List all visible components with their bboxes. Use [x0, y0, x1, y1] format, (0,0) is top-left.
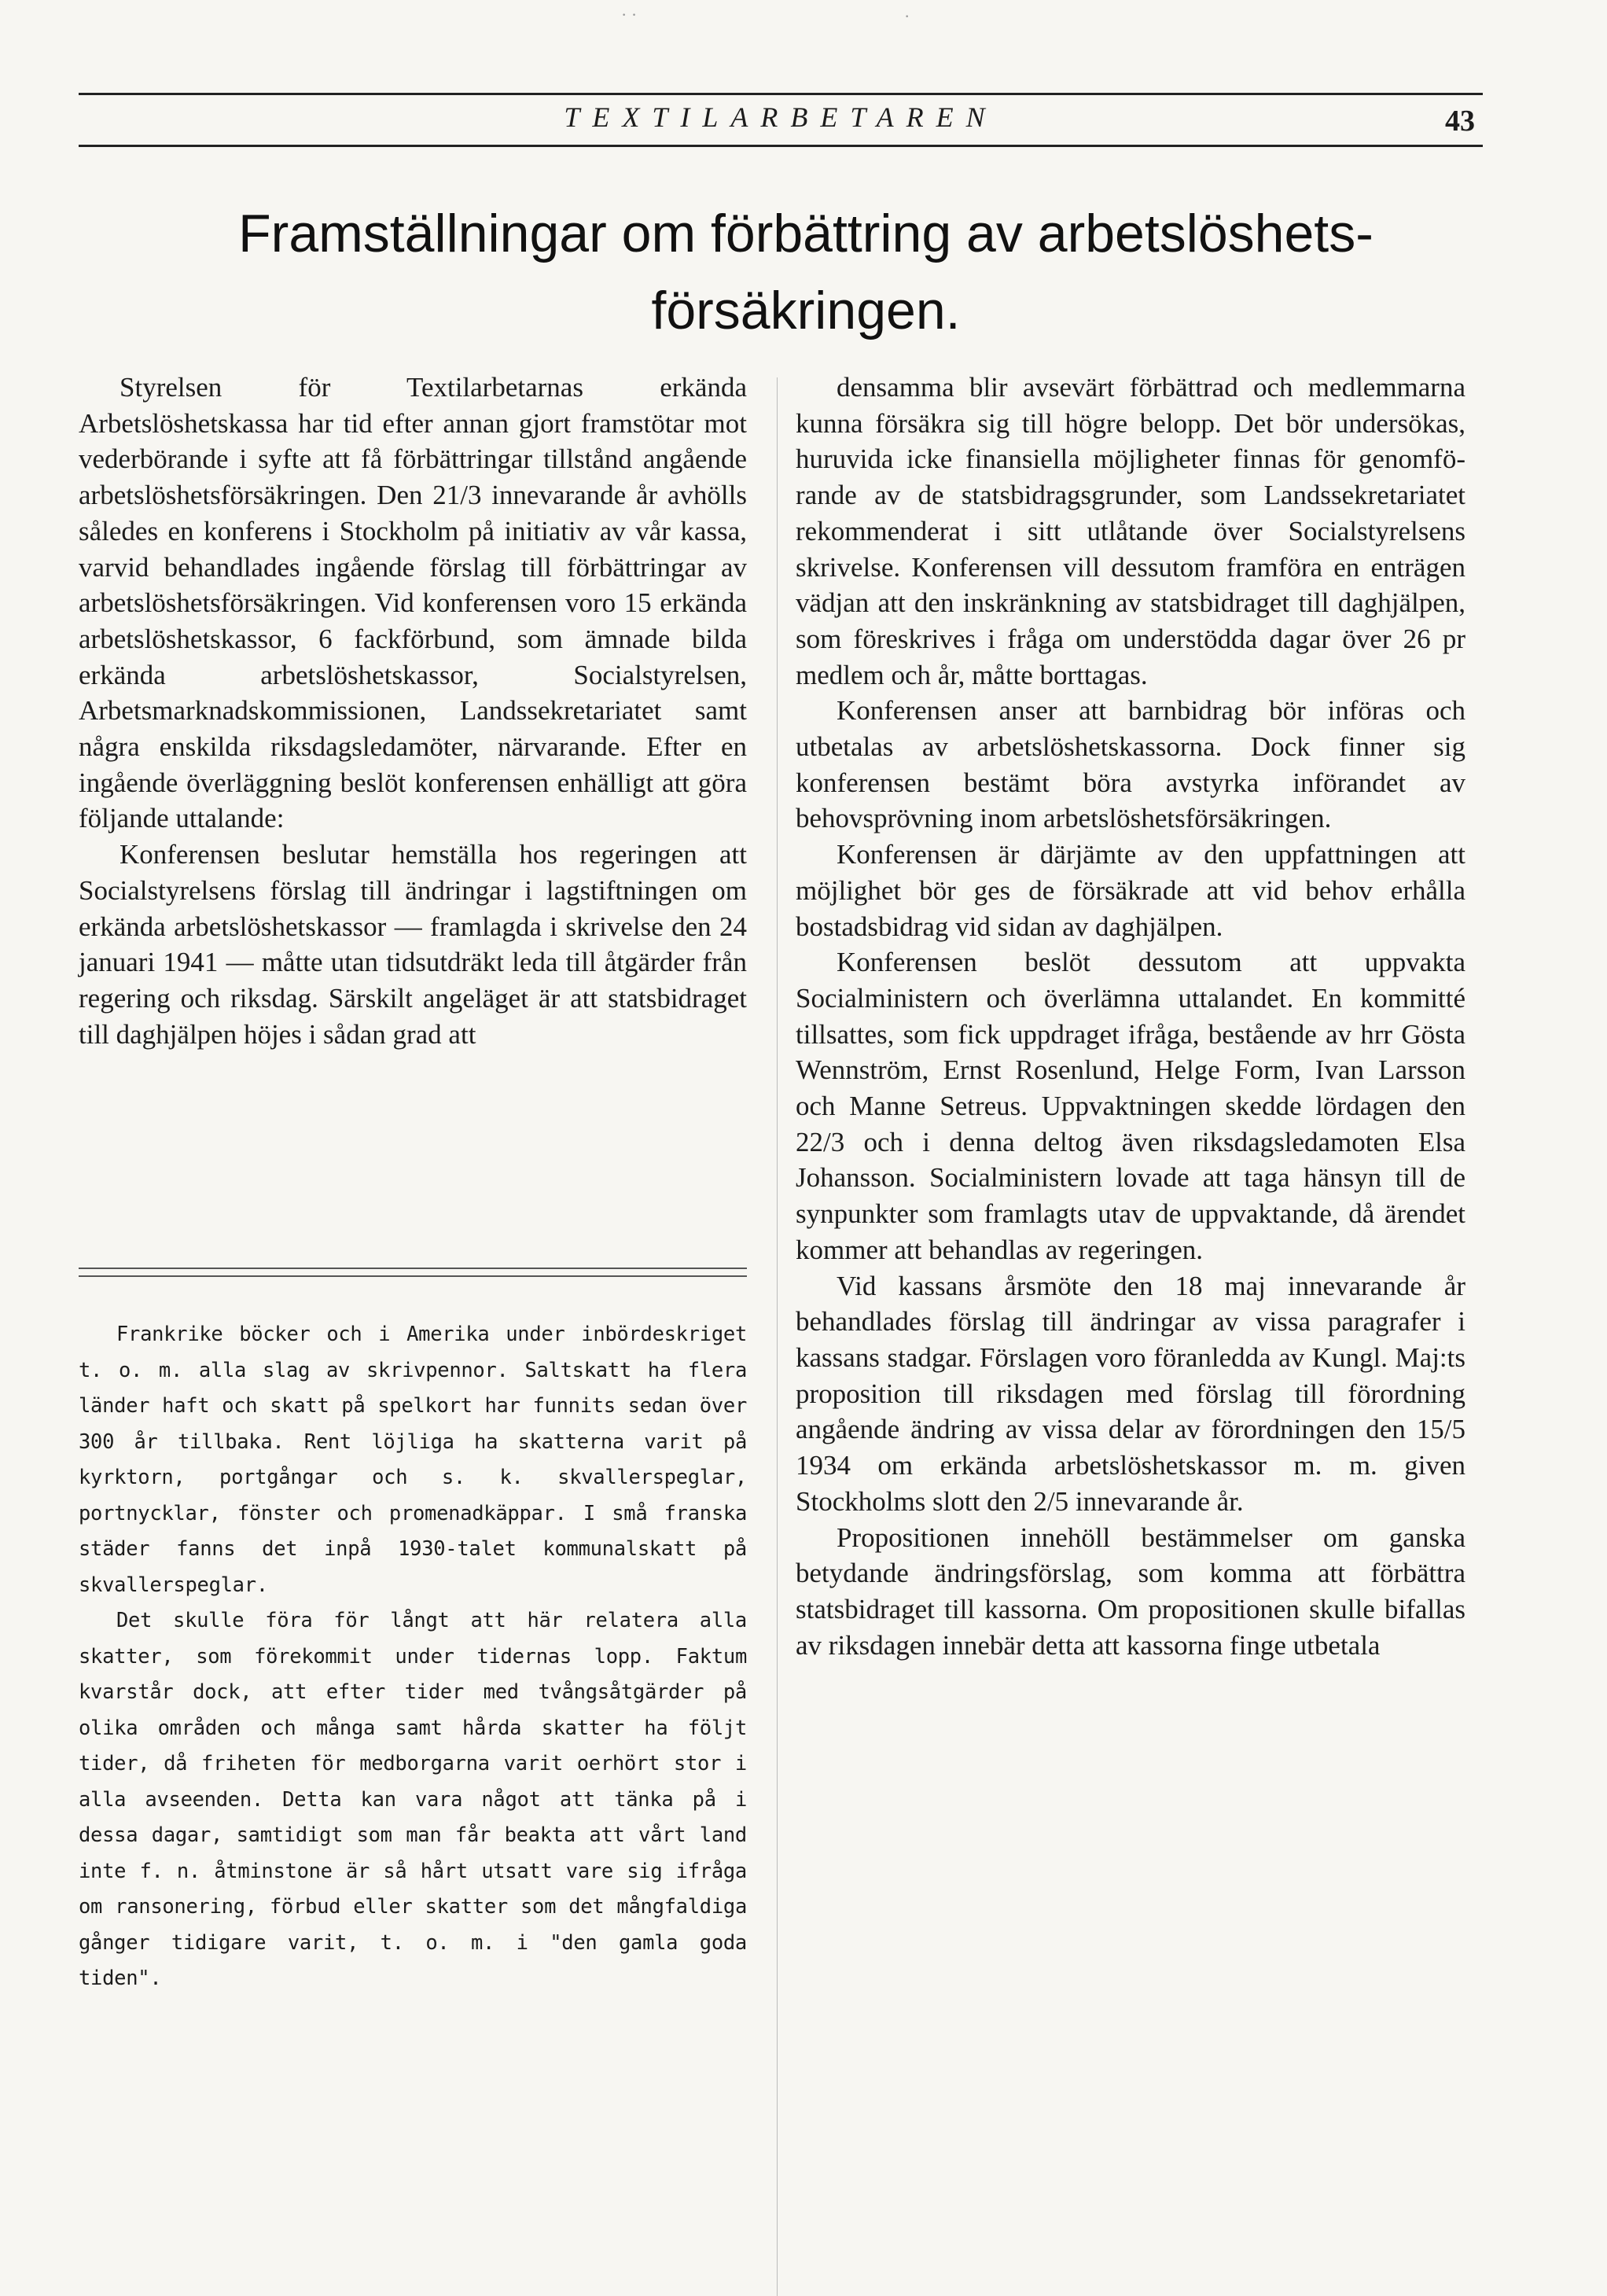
header-bottom-rule — [79, 145, 1483, 147]
column-divider — [777, 377, 778, 2296]
paper-speck: · — [904, 6, 910, 26]
separator-rule-bottom — [79, 1275, 747, 1277]
article-title-line-1: Framställningar om förbättring av arbetslöshets- — [238, 204, 1373, 263]
aside-paragraph: Frankrike böcker och i Amerika under inbördeskriget t. o. m. alla slag av skrivpennor. Saltskatt ha flera länder haft och skatt på spelkort har funnits sedan över 300 år tillbaka. Rent löjliga ha skatterna varit på kyrktorn, portgångar och s. k. skvallerspeglar, portnycklar, fönster och promenadkäppar. I små franska städer fanns det inpå 1930-talet kommunalskatt på skvallerspeglar. — [79, 1323, 747, 1597]
article-title — [118, 195, 1494, 349]
paragraph: Propositionen innehöll bestämmelser om ganska betydande ändringsförslag, som komma att förbättra statsbidraget till kassorna. Om propositionen skulle bifallas av riksdagen innebär detta att kassorna finge utbetala — [796, 1521, 1465, 1661]
aside-paragraph: Det skulle föra för långt att här relatera alla skatter, som förekommit under tidernas lopp. Faktum kvarstår dock, att efter tider med tvångsåtgärder på olika områden och många samt hårda skatter ha följt tider, då friheten för medborgarna varit oerhört stor i alla avseenden. Detta kan vara något att tänka på i dessa dagar, samtidigt som man får beakta att vårt land inte f. n. åtminstone är så hårt utsatt vare sig ifråga om ransonering, förbud eller skatter som det mångfaldiga gånger tidigare varit, t. o. m. i "den gamla goda tiden". — [79, 1609, 747, 1990]
aside-column — [79, 1317, 747, 1997]
paragraph: Konferensen beslöt dessutom att uppvakta Socialministern och överlämna uttalandet. En kommitté tillsattes, som fick uppdraget ifråga, bestående av hrr Gösta Wennström, Ernst Rosenlund, Helge Form, Ivan Larsson och Manne Setreus. Uppvaktningen skedde lördagen den 22/3 och i denna deltog även riksdagsledamoten Elsa Johansson. Socialministern lovade att taga hänsyn till de synpunkter som framlagts utav de uppvaktande, då ärendet kommer att behandlas av regeringen. — [796, 947, 1465, 1265]
paragraph: Styrelsen för Textilarbetarnas erkända Arbetslöshetskassa har tid efter annan gjort framstötar mot vederbörande i syfte att få förbättringar tillstånd angående arbetslöshetsförsäkringen. Den 21/3 innevarande år avhölls således en konferens i Stockholm på initiativ av vår kassa, varvid behandlades ingående förslag till förbättringar av arbetslöshetsförsäkringen. Vid konferensen voro 15 erkända arbetslöshetskassor, 6 fackförbund, som ämnade bilda erkända arbetslöshetskassor, Socialstyrelsen, Arbetsmarknadskommissionen, Landssekretariatet samt några enskilda riksdagsledamöter, närvarande. Efter en ingående överläggning beslöt konferensen enhälligt att göra följande uttalande: — [79, 372, 747, 834]
article-column-right — [796, 370, 1465, 1663]
paragraph: Vid kassans årsmöte den 18 maj innevarande år behandlades förslag till ändringar av vissa paragrafer i kassans stadgar. Förslagen voro föranledda av Kungl. Maj:ts proposition till riksdagen med förslag till förordning angående ändring av vissa delar av förordningen den 15/5 1934 om erkända arbetslöshetskassor m. m. given Stockholms slott den 2/5 innevarande år. — [796, 1270, 1465, 1517]
paragraph: Konferensen beslutar hemställa hos regeringen att Socialstyrelsens förslag till ändringar i lagstiftningen om erkända arbetslöshetskassor — framlagda i skrivelse den 24 januari 1941 — måtte utan tidsutdräkt leda till åtgärder från regering och riksdag. Särskilt angeläget är att statsbidraget till daghjälpen höjes i sådan grad att — [79, 839, 747, 1050]
paragraph: Konferensen anser att barnbidrag bör införas och utbetalas av arbetslöshetskassorna. Dock finner sig konferensen bestämt böra avstyrka införandet av behovsprövning inom arbetslöshetsförsäkringen. — [796, 695, 1465, 834]
header-top-rule — [79, 93, 1483, 95]
page-number: 43 — [1445, 105, 1475, 138]
paper-speck: · · — [621, 5, 638, 24]
article-title-line-2: försäkringen. — [651, 281, 961, 340]
running-head: TEXTILARBETAREN — [564, 101, 998, 133]
paragraph: densamma blir avsevärt förbättrad och medlemmarna kunna försäkra sig till högre belopp. Det bör undersökas, huruvida icke finansiella möjligheter finnas för genomförande av de statsbidragsgrunder, som Landssekretariatet rekommenderat i sitt utlåtande över Socialstyrelsens skrivelse. Konferensen vill dessutom framföra en enträgen vädjan att den inskränkning av statsbidraget till daghjälpen, som föreskrives i fråga om understödda dagar över 26 pr medlem och år, måtte borttagas. — [796, 372, 1465, 690]
article-column-left — [79, 370, 747, 1052]
separator-rule-top — [79, 1268, 747, 1269]
paragraph: Konferensen är därjämte av den uppfattningen att möjlighet bör ges de försäkrade att vid behov erhålla bostadsbidrag vid sidan av daghjälpen. — [796, 839, 1465, 942]
